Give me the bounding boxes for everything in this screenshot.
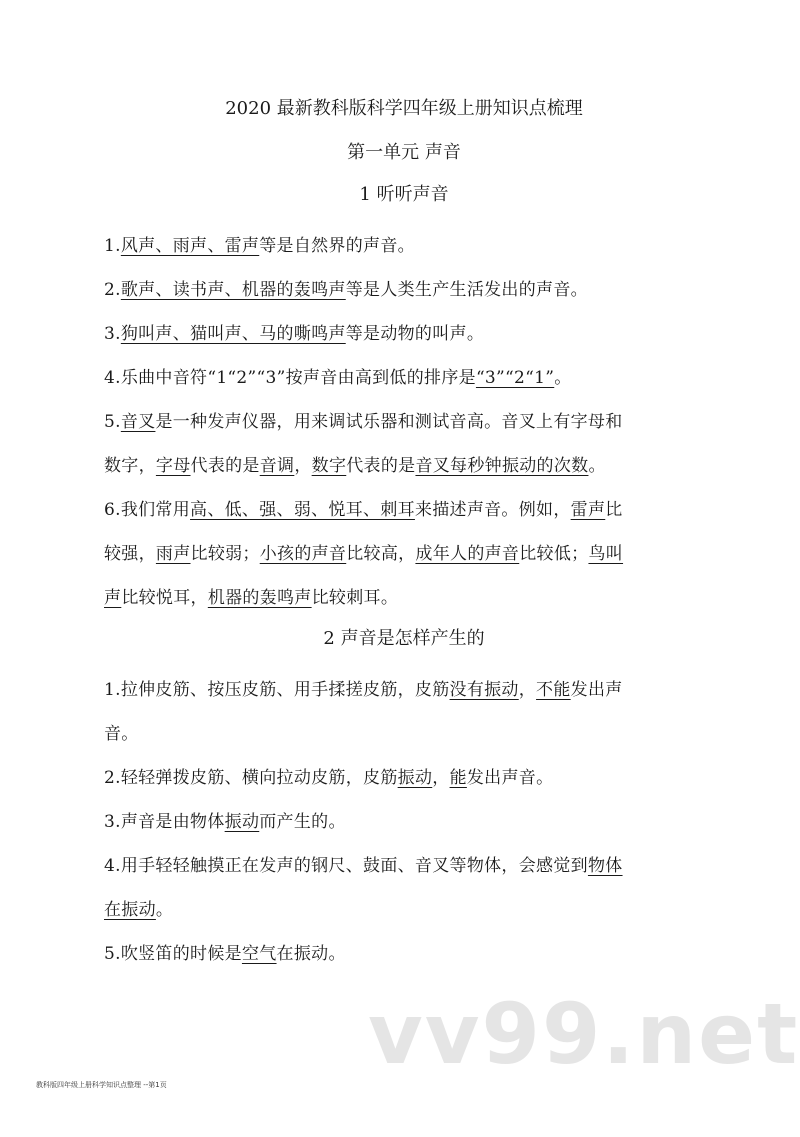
lesson-1-title: 1 听听声音 — [359, 184, 449, 205]
lesson2-point-2: 2.轻轻弹拨皮筋、横向拉动皮筋，皮筋振动，能发出声音。 — [104, 768, 554, 788]
document-body — [104, 96, 704, 976]
lesson2-point-4: 4.用手轻轻触摸正在发声的钢尺、鼓面、音叉等物体，会感觉到物体 在振动。 — [104, 856, 623, 920]
lesson2-point-3: 3.声音是由物体振动而产生的。 — [104, 812, 346, 832]
unit-title: 第一单元 声音 — [347, 142, 461, 163]
lesson1-point-2: 2.歌声、读书声、机器的轰鸣声等是人类生产生活发出的声音。 — [104, 280, 588, 300]
page-footer: 教科版四年级上册科学知识点整理 --第1页 — [36, 1081, 167, 1089]
lesson1-point-3: 3.狗叫声、猫叫声、马的嘶鸣声等是动物的叫声。 — [104, 324, 485, 344]
lesson2-point-5: 5.吹竖笛的时候是空气在振动。 — [104, 944, 346, 964]
lesson-2-title: 2 声音是怎样产生的 — [323, 628, 485, 649]
lesson1-point-6: 6.我们常用高、低、强、弱、悦耳、刺耳来描述声音。例如，雷声比 较强，雨声比较弱；小孩的声音比较高，成年人的声音比较低；鸟叫 声比较悦耳，机器的轰鸣声比较刺耳。 — [104, 500, 624, 608]
lesson1-point-5: 5.音叉是一种发声仪器，用来调试乐器和测试音高。音叉上有字母和 数字，字母代表的是音调，数字代表的是音叉每秒钟振动的次数。 — [104, 412, 623, 476]
document-title: 2020 最新教科版科学四年级上册知识点梳理 — [225, 98, 583, 119]
watermark-text: vv99.net — [368, 985, 800, 1083]
lesson1-point-4: 4.乐曲中音符“1“2”“3”按声音由高到低的排序是“3”“2“1”。 — [104, 368, 572, 388]
page-top-margin — [0, 0, 800, 70]
lesson2-point-1: 1.拉伸皮筋、按压皮筋、用手揉搓皮筋，皮筋没有振动，不能发出声 音。 — [104, 680, 623, 744]
lesson1-point-1: 1.风声、雨声、雷声等是自然界的声音。 — [104, 236, 415, 256]
